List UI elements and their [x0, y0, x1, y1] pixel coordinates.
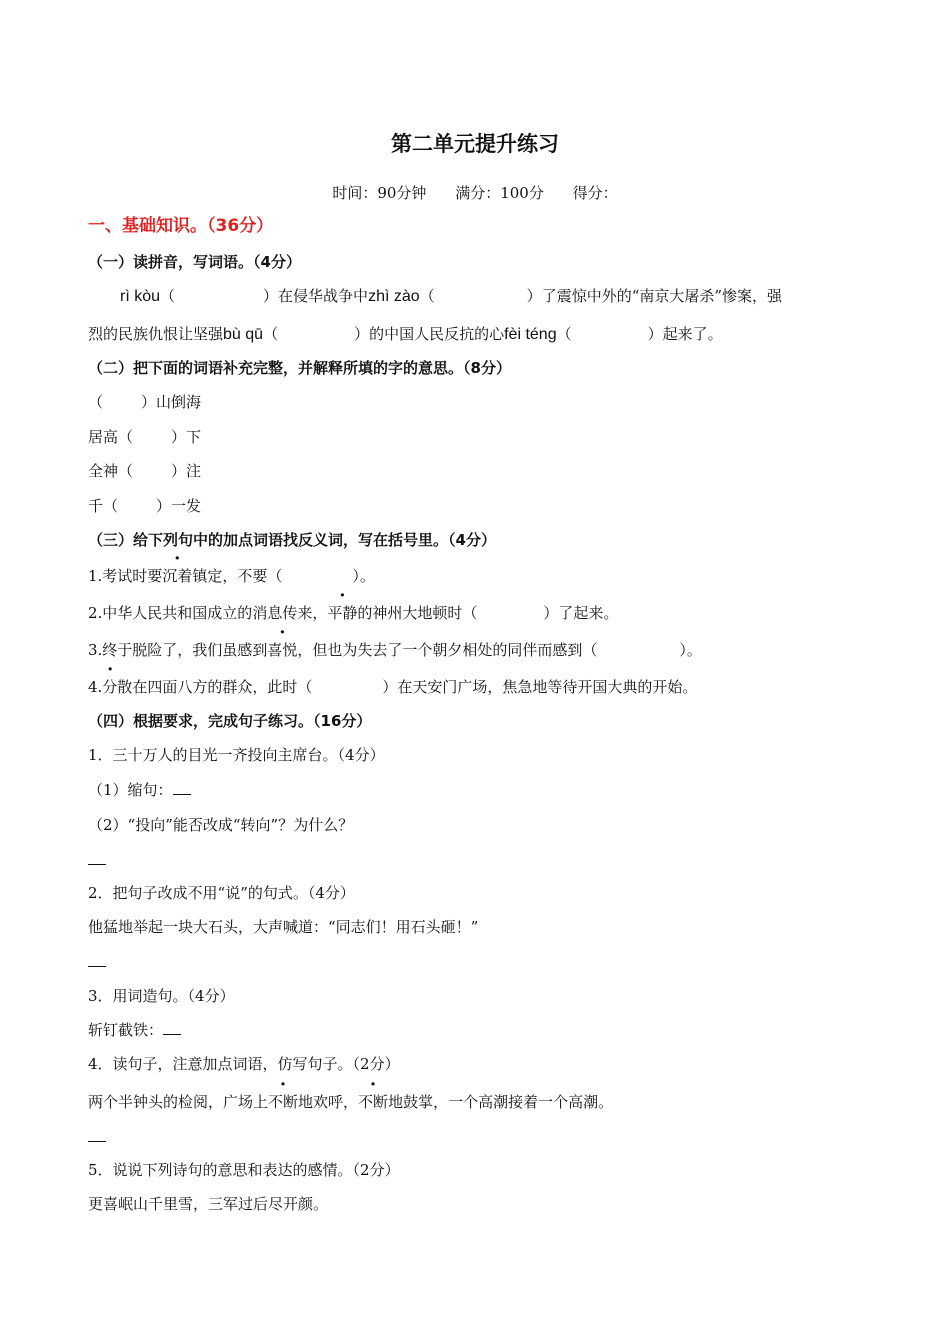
q1-text1: 在侵华战争中 [278, 287, 369, 305]
dotted-word: 不断 [358, 1093, 389, 1111]
word3-b: 注 [186, 462, 202, 480]
s1-c: ）。 [352, 567, 375, 585]
answer-blank[interactable] [163, 1022, 181, 1035]
q2-word4: 千（ ）一发 [88, 497, 202, 515]
i4-b: 地欢呼， [298, 1093, 359, 1111]
s2-a: 2.中华人民共和国成立的消息传来， [88, 604, 328, 622]
answer-blank[interactable] [88, 1129, 106, 1142]
q1-line1: rì kòu（ ）在侵华战争中zhì zào（ ）了震惊中外的“南京大屠杀”惨案，强 [120, 287, 783, 305]
q1-text2: 了震惊中外的“南京大屠杀”惨案，强 [541, 287, 783, 305]
pinyin-1: rì kòu [120, 288, 161, 305]
q1-line2: 烈的民族仇恨让坚强bù qū（ ）的中国人民反抗的心fèi téng（ ）起来了。 [88, 325, 723, 343]
q3-sentence1 [88, 566, 375, 586]
word3-a: 全神 [88, 462, 119, 480]
q3-sentence4 [88, 677, 697, 697]
item1a-label: （1）缩句： [88, 781, 173, 799]
s3-a: 3.终于脱险了，我们虽感到 [88, 641, 268, 659]
word2-a: 居高 [88, 428, 119, 446]
pinyin-2: zhì zào [368, 288, 420, 305]
dotted-word: · 4.分散 [88, 677, 132, 697]
dotted-word: 沉着 [162, 567, 193, 585]
s2-c: ）了起来。 [543, 604, 619, 622]
q1-text4: 的中国人民反抗的心 [369, 325, 505, 343]
s1-a: 1.考试时要 [88, 567, 163, 585]
q4-item2-answer [88, 952, 106, 972]
word2-b: 下 [186, 428, 202, 446]
dotted-word: 喜悦 [267, 641, 298, 659]
score-field: 得分： [572, 184, 618, 202]
word4-b: 一发 [171, 497, 202, 515]
q4-item3: 3．用词造句。（4分） [88, 987, 235, 1005]
q4-item1-a [88, 780, 191, 800]
q4-item1-b: （2）“投向”能否改成“转向”？为什么？ [88, 816, 354, 834]
full-score: 满分：100分 [455, 184, 544, 202]
q3-sentence3 [88, 640, 702, 660]
q2-word1: （ ）山倒海 [88, 393, 202, 411]
i4-a: 两个半钟头的检阅，广场上 [88, 1093, 269, 1111]
q2-heading: （二）把下面的词语补充完整，并解释所填的字的意思。（8分） [88, 359, 511, 377]
q4-item4-sentence [88, 1092, 613, 1112]
pinyin-3: bù qū [223, 326, 264, 343]
q1-text5: 起来了。 [662, 325, 723, 343]
s3-c: ）。 [679, 641, 702, 659]
q4-item2-sentence: 他猛地举起一块大石头，大声喊道：“同志们！用石头砸！” [88, 918, 479, 936]
q4-heading: （四）根据要求，完成句子练习。（16分） [88, 712, 372, 730]
q4-item2: 2．把句子改成不用“说”的句式。（4分） [88, 884, 355, 902]
q4-item5-poem: 更喜岷山千里雪，三军过后尽开颜。 [88, 1195, 329, 1213]
pinyin-4: fèi téng [504, 326, 557, 343]
s2-b: 的神州大地顿时（ [357, 604, 478, 622]
s4-a: 在四面八方的群众，此时（ [132, 678, 313, 696]
item3-word: 斩钉截铁： [88, 1021, 164, 1039]
answer-blank[interactable] [88, 852, 106, 865]
q3-sentence2 [88, 603, 618, 623]
exam-meta [0, 182, 950, 203]
page-title: 第二单元提升练习 [391, 132, 559, 156]
q1-text3: 烈的民族仇恨让坚强 [88, 325, 224, 343]
q3-heading: （三）给下列句中的加点词语找反义词，写在括号里。（4分） [88, 531, 496, 549]
q1-heading: （一）读拼音，写词语。（4分） [88, 253, 301, 271]
word1-text: 山倒海 [156, 393, 202, 411]
s4-b: ）在天安门广场，焦急地等待开国大典的开始。 [382, 678, 698, 696]
s3-b: ，但也为失去了一个朝夕相处的同伴而感到（ [297, 641, 598, 659]
q4-item4: 4．读句子，注意加点词语，仿写句子。（2分） [88, 1055, 400, 1073]
q4-item5: 5．说说下列诗句的意思和表达的感情。（2分） [88, 1161, 400, 1179]
dotted-word: 平静 [327, 604, 358, 622]
s1-b: 镇定，不要（ [192, 567, 283, 585]
dotted-word: 不断 [268, 1093, 299, 1111]
q2-word2: 居高（ ）下 [88, 428, 202, 446]
q4-item1: 1．三十万人的目光一齐投向主席台。（4分） [88, 746, 385, 764]
q4-item3-sentence [88, 1020, 181, 1040]
q4-item1-answer [88, 850, 106, 870]
time-limit: 时间：90分钟 [332, 184, 427, 202]
word4-a: 千 [88, 497, 104, 515]
i4-c: 地鼓掌，一个高潮接着一个高潮。 [388, 1093, 614, 1111]
answer-blank[interactable] [88, 954, 106, 967]
part1-heading: 一、基础知识。（36分） [88, 216, 274, 236]
q2-word3: 全神（ ）注 [88, 462, 202, 480]
answer-blank[interactable] [173, 782, 191, 795]
q4-item4-answer [88, 1127, 106, 1147]
